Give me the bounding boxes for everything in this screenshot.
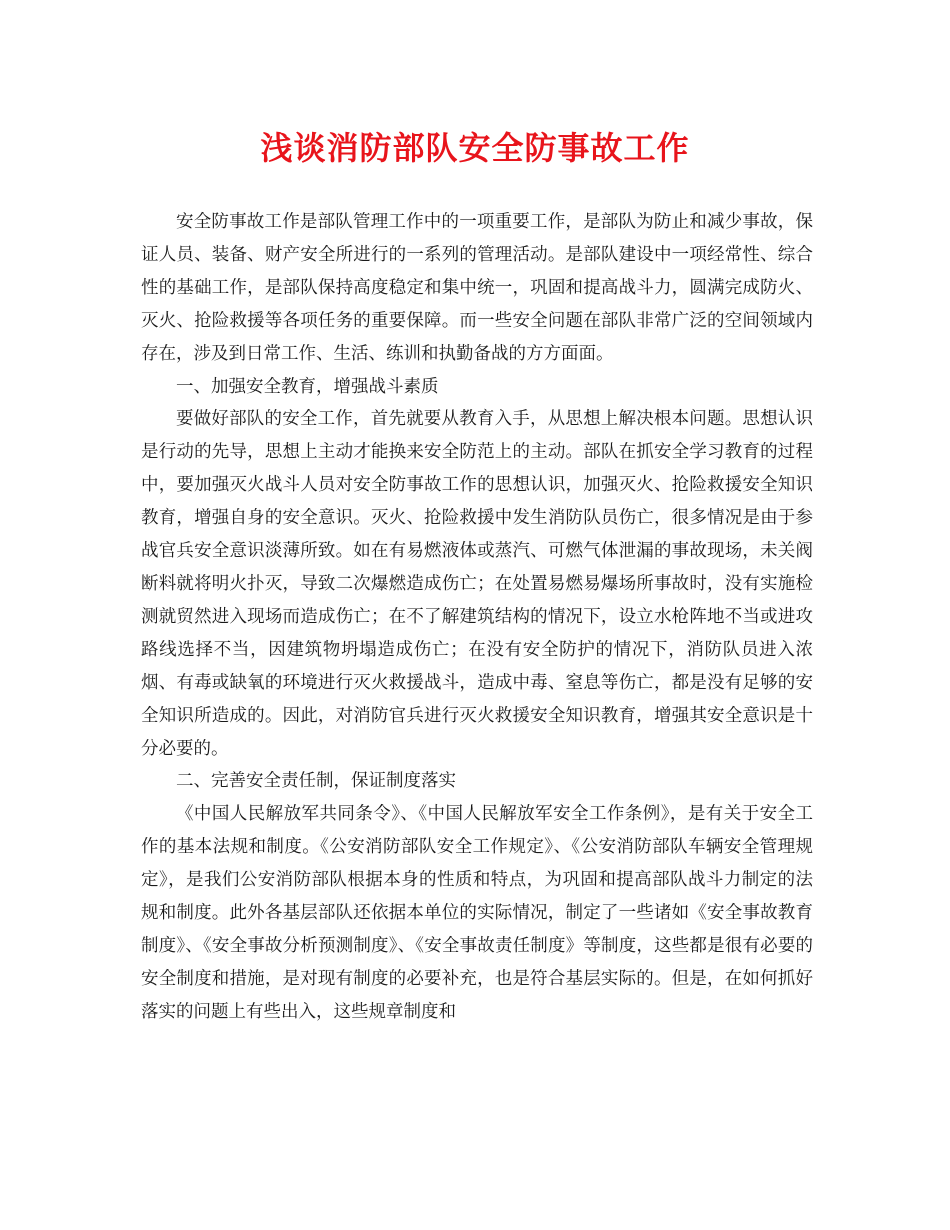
document-title: 浅谈消防部队安全防事故工作 [260, 129, 690, 167]
section-heading-2: 二、完善安全责任制，保证制度落实 [176, 771, 456, 792]
paragraph-section-1: 要做好部队的安全工作，首先就要从教育入手，从思想上解决根本问题。思想认识是行动的先导，思想上主动才能换来安全防范上的主动。部队在抓安全学习教育的过程中，要加强灭火战斗人员对安全防事故工作的思想认识，加强灭火、抢险救援安全知识教育，增强自身的安全意识。灭火、抢险救援中发生消防队员伤亡，很多情况是由于参战官兵安全意识淡薄所致。如在有易燃液体或蒸汽、可燃气体泄漏的事故现场，未关阀断料就将明火扑灭，导致二次爆燃造成伤亡；在处置易燃易爆场所事故时，没有实施检测就贸然进入现场而造成伤亡；在不了解建筑结构的情况下，设立水枪阵地不当或进攻路线选择不当，因建筑物坍塌造成伤亡；在没有安全防护的情况下，消防队员进入浓烟、有毒或缺氧的环境进行灭火救援战斗，造成中毒、窒息等伤亡，都是没有足够的安全知识所造成的。因此，对消防官兵进行灭火救援安全知识教育，增强其安全意识是十分必要的。 [141, 409, 813, 759]
document-body [141, 206, 813, 1029]
paragraph-intro: 安全防事故工作是部队管理工作中的一项重要工作，是部队为防止和减少事故，保证人员、装备、财产安全所进行的一系列的管理活动。是部队建设中一项经常性、综合性的基础工作，是部队保持高度稳定和集中统一，巩固和提高战斗力，圆满完成防火、灭火、抢险救援等各项任务的重要保障。而一些安全问题在部队非常广泛的空间领域内存在，涉及到日常工作、生活、练训和执勤备战的方方面面。 [141, 212, 813, 364]
paragraph-section-2: 《中国人民解放军共同条令》、《中国人民解放军安全工作条例》，是有关于安全工作的基本法规和制度。《公安消防部队安全工作规定》、《公安消防部队车辆安全管理规定》，是我们公安消防部队根据本身的性质和特点，为巩固和提高部队战斗力制定的法规和制度。此外各基层部队还依据本单位的实际情况，制定了一些诸如《安全事故教育制度》、《安全事故分析预测制度》、《安全事故责任制度》等制度，这些都是很有必要的安全制度和措施，是对现有制度的必要补充，也是符合基层实际的。但是，在如何抓好落实的问题上有些出入，这些规章制度和 [141, 804, 813, 1022]
section-heading-1: 一、加强安全教育，增强战斗素质 [176, 376, 439, 397]
